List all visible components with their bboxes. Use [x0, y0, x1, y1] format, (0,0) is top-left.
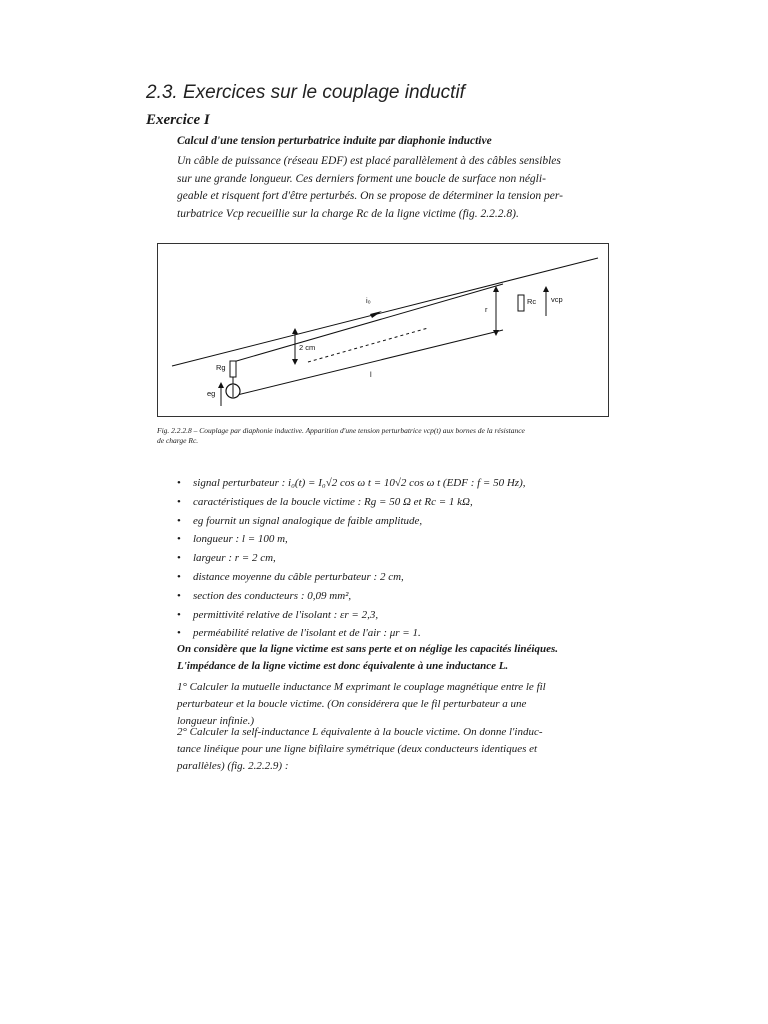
list-item: • section des conducteurs : 0,09 mm²,	[177, 587, 617, 606]
arrow-up-icon	[292, 328, 298, 334]
perturbing-cable	[172, 258, 598, 366]
list-item: • longueur : l = 100 m,	[177, 530, 617, 549]
arrow-up-icon	[543, 286, 549, 292]
intro-line: sur une grande longueur. Ces derniers forment une boucle de surface non négli-	[177, 172, 546, 185]
list-item: • signal perturbateur : i₀(t) = I₀√2 cos ω t = 10√2 cos ω t (EDF : f = 50 Hz),	[177, 474, 617, 493]
label-vcp: vcp	[551, 295, 563, 304]
intro-line: Un câble de puissance (réseau EDF) est placé parallèlement à des câbles sensibles	[177, 155, 561, 167]
list-item: • largeur : r = 2 cm,	[177, 549, 617, 568]
label-l: l	[370, 370, 372, 379]
label-i0: i₀	[366, 296, 371, 305]
list-item: • eg fournit un signal analogique de faible amplitude,	[177, 512, 617, 531]
arrow-down-icon	[493, 330, 499, 336]
data-list	[177, 474, 617, 643]
paragraph-line: tance linéique pour une ligne bifilaire symétrique (deux conducteurs identiques et	[177, 743, 538, 755]
label-r: r	[485, 305, 488, 314]
exercise-subtitle: Calcul d'une tension perturbatrice induite par diaphonie inductive	[177, 135, 492, 147]
exercise-title: Exercice I	[146, 112, 210, 128]
source-resistor-rg	[230, 361, 236, 377]
figure-caption	[157, 426, 609, 446]
label-rc: Rc	[527, 297, 537, 306]
arrow-down-icon	[292, 359, 298, 365]
label-rg: Rg	[216, 363, 226, 372]
label-2cm: 2 cm	[299, 343, 316, 352]
list-item: • caractéristiques de la boucle victime : Rg = 50 Ω et Rc = 1 kΩ,	[177, 493, 617, 512]
coupling-figure	[157, 243, 609, 417]
load-resistor-rc	[518, 295, 524, 311]
intro-paragraph	[177, 153, 617, 223]
paragraph-line: longueur infinie.)	[177, 715, 254, 727]
current-arrow-icon	[370, 311, 382, 318]
question-1	[177, 679, 617, 730]
paragraph-line: On considère que la ligne victime est sans perte et on néglige les capacités linéiques.	[177, 643, 558, 655]
intro-line: geable et risquent fort d'être perturbés. On se propose de déterminer la tension per-	[177, 190, 563, 202]
paragraph-line: 2° Calculer la self-inductance L équivalente à la boucle victime. On donne l'induc-	[177, 726, 543, 738]
intro-line: turbatrice Vcp recueillie sur la charge Rc de la ligne victime (fig. 2.2.2.8).	[177, 207, 519, 220]
section-title: 2.3. Exercices sur le couplage inductif	[146, 82, 465, 103]
paragraph-line: perturbateur et la boucle victime. (On considérera que le fil perturbateur a une	[177, 698, 527, 710]
label-eg: eg	[207, 389, 216, 398]
paragraph-line: 1° Calculer la mutuelle inductance M exprimant le couplage magnétique entre le fil	[177, 681, 546, 693]
paragraph-line: L'impédance de la ligne victime est donc équivalente à une inductance L.	[177, 660, 509, 672]
list-item: • distance moyenne du câble perturbateur : 2 cm,	[177, 568, 617, 587]
paragraph-line: parallèles) (fig. 2.2.2.9) :	[177, 760, 289, 772]
caption-line: Fig. 2.2.2.8 – Couplage par diaphonie inductive. Apparition d'une tension perturbatrice vcp(t) aux bornes de la résistance	[157, 426, 525, 435]
list-item: • permittivité relative de l'isolant : εr = 2,3,	[177, 606, 617, 625]
question-2	[177, 724, 617, 775]
assumption-paragraph	[177, 641, 617, 675]
mean-distance-line	[308, 328, 428, 362]
list-item: • perméabilité relative de l'isolant et de l'air : μr = 1.	[177, 624, 617, 643]
caption-line: de charge Rc.	[157, 436, 199, 445]
arrow-up-icon	[218, 382, 224, 388]
coupling-diagram	[158, 244, 610, 418]
